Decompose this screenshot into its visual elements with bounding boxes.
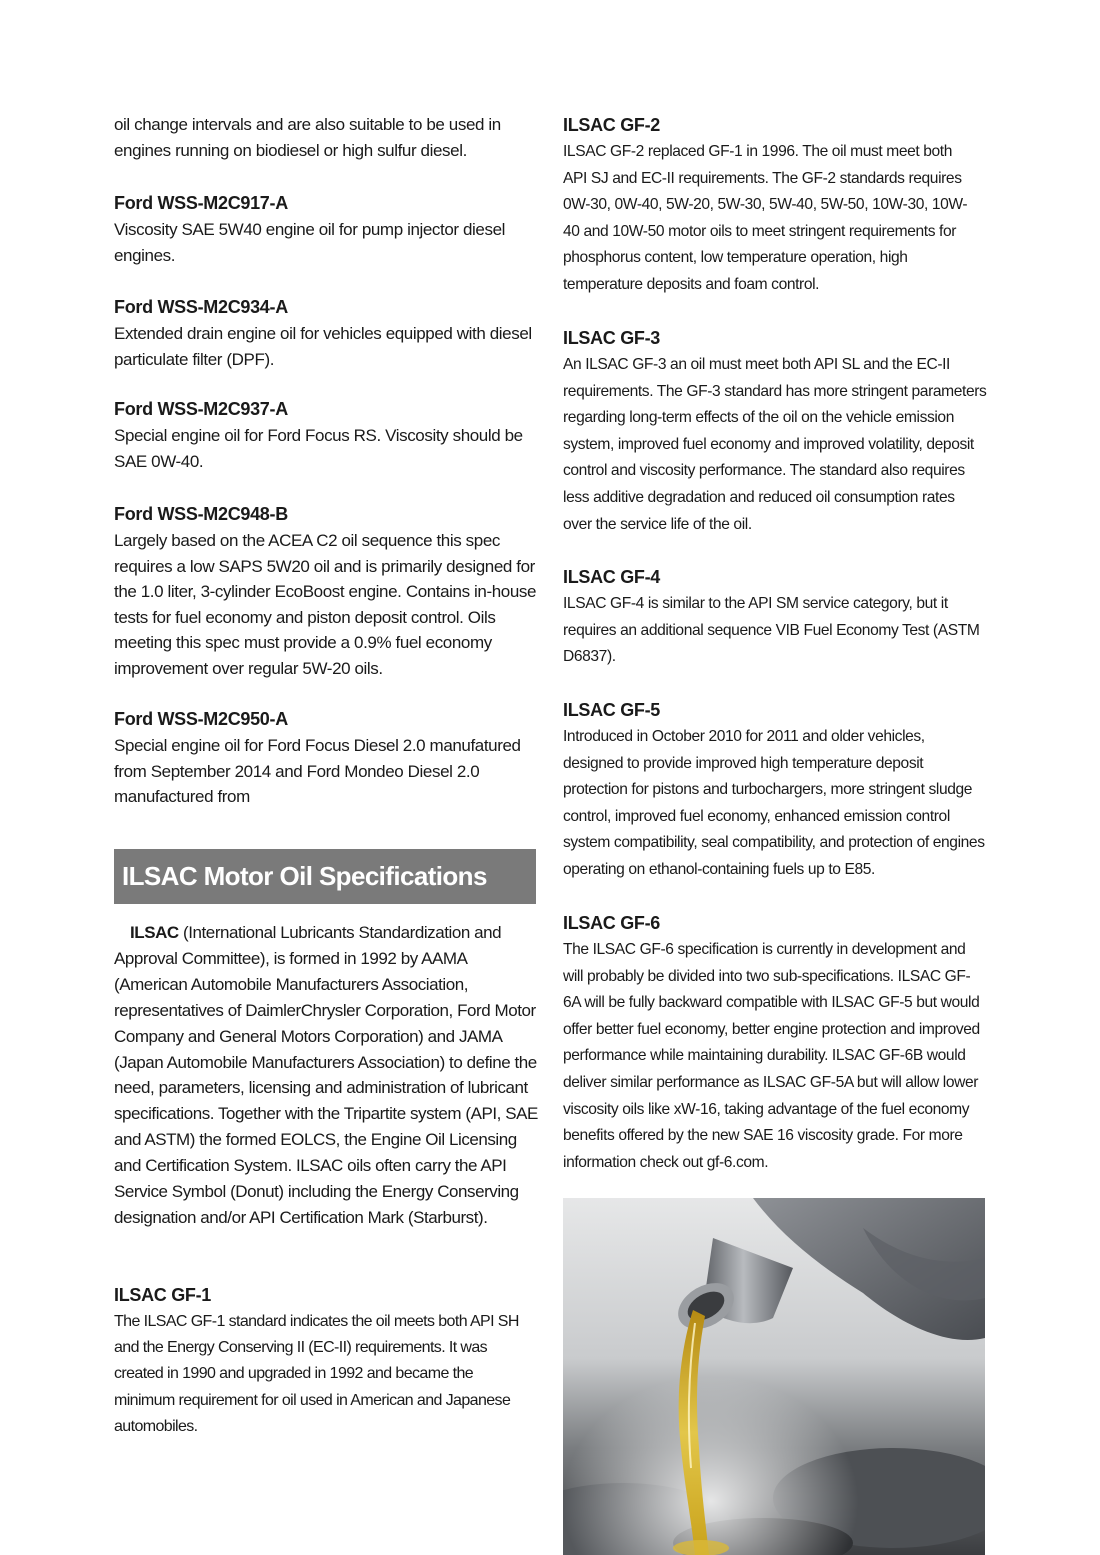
spec-ilsac-gf5	[563, 699, 987, 884]
spec-title: ILSAC GF-2	[563, 115, 661, 135]
section-header-bar	[114, 849, 536, 904]
spec-text: Viscosity SAE 5W40 engine oil for pump injector diesel engines.	[114, 220, 506, 265]
section-title: ILSAC Motor Oil Specifications	[122, 861, 487, 891]
spec-ford-917	[114, 192, 538, 268]
spec-text: ILSAC GF-2 replaced GF-1 in 1996. The oil must meet both API SJ and EC-II requirements. The GF-2 standards requires 0W-30, 0W-40, 5W-20, 5W-30, 5W-40, 5W-50, 10W-30, 10W-40 and 10W-50 motor oils to meet stringent requirements for phosphorus content, low temperature operation, high temperature deposits and foam control.	[563, 143, 968, 293]
spec-text: Extended drain engine oil for vehicles equipped with diesel particulate filter (DPF).	[114, 324, 532, 369]
spec-ilsac-gf6	[563, 912, 987, 1176]
spec-title: ILSAC GF-5	[563, 700, 661, 720]
spec-ford-937	[114, 398, 538, 474]
spec-title: Ford WSS-M2C934-A	[114, 297, 288, 317]
spec-ilsac-gf3	[563, 327, 987, 538]
spec-text: An ILSAC GF-3 an oil must meet both API SL and the EC-II requirements. The GF-3 standard has more stringent parameters regarding long-term effects of the oil on the vehicle emission system, improved fuel economy and improved volatility, deposit control and viscosity performance. The standard also requires less additive degradation and reduced oil consumption rates over the service life of the oil.	[563, 356, 987, 533]
spec-title: ILSAC GF-6	[563, 913, 661, 933]
spec-text: Largely based on the ACEA C2 oil sequence this spec requires a low SAPS 5W20 oil and is primarily designed for the 1.0 liter, 3-cylinder EcoBoost engine. Contains in-house tests for fuel economy and piston deposit control. Oils meeting this spec must provide a 0.9% fuel economy improvement over regular 5W-20 oils.	[114, 531, 537, 678]
oil-pour-photo	[563, 1198, 985, 1555]
spec-title: Ford WSS-M2C948-B	[114, 504, 288, 524]
spec-title: ILSAC GF-1	[114, 1285, 212, 1305]
spec-text: Introduced in October 2010 for 2011 and older vehicles, designed to provide improved high temperature deposit protection for pistons and turbochargers, more stringent sludge control, improved fuel economy, enhanced emission control system compatibility, seal compatibility, and protection of engines operating on ethanol-containing fuels up to E85.	[563, 728, 985, 878]
intro-continuation: oil change intervals and are also suitable to be used in engines running on biodiesel or high sulfur diesel.	[114, 115, 501, 160]
ilsac-intro-lead: ILSAC	[130, 923, 179, 942]
spec-ilsac-gf2	[563, 114, 987, 299]
spec-text: The ILSAC GF-6 specification is currently in development and will probably be divided into two sub-specifications. ILSAC GF-6A will be fully backward compatible with ILSAC GF-5 but would offer better fuel economy, better engine protection and improved performance while maintaining durability. ILSAC GF-6B would deliver similar performance as ILSAC GF-5A but will allow lower viscosity oils like xW-16, taking advantage of the fuel economy benefits offered by the new SAE 16 viscosity grade. For more information check out gf-6.com.	[563, 941, 980, 1171]
spec-title: Ford WSS-M2C950-A	[114, 709, 288, 729]
spec-text: The ILSAC GF-1 standard indicates the oil meets both API SH and the Energy Conserving II (EC-II) requirements. It was created in 1990 and upgraded in 1992 and became the minimum requirement for oil used in American and Japanese automobiles.	[114, 1313, 519, 1435]
spec-title: Ford WSS-M2C937-A	[114, 399, 288, 419]
spec-ford-948	[114, 503, 538, 682]
spec-ford-950	[114, 708, 538, 810]
spec-text: ILSAC GF-4 is similar to the API SM service category, but it requires an additional sequence VIB Fuel Economy Test (ASTM D6837).	[563, 595, 980, 666]
spec-title: ILSAC GF-3	[563, 328, 661, 348]
ilsac-intro-text: (International Lubricants Standardization and Approval Committee), is formed in 1992 by AAMA (American Automobile Manufacturers Association, representatives of DaimlerChrysler Corporation, Ford Motor Company and General Motors Corporation) and JAMA (Japan Automobile Manufacturers Association) to define the need, parameters, licensing and administration of lubricant specifications. Together with the Tripartite system (API, SAE and ASTM) the formed EOLCS, the Engine Oil Licensing and Certification System. ILSAC oils often carry the API Service Symbol (Donut) including the Energy Conserving designation and/or API Certification Mark (Starburst).	[114, 923, 538, 1227]
spec-title: Ford WSS-M2C917-A	[114, 193, 288, 213]
spec-title: ILSAC GF-4	[563, 567, 661, 587]
spec-ilsac-gf1	[114, 1284, 538, 1440]
ilsac-intro	[114, 920, 538, 1231]
spec-text: Special engine oil for Ford Focus RS. Viscosity should be SAE 0W-40.	[114, 426, 523, 471]
spec-ford-934	[114, 296, 538, 372]
spec-text: Special engine oil for Ford Focus Diesel 2.0 manufatured from September 2014 and Ford Mondeo Diesel 2.0 manufactured from	[114, 736, 521, 807]
spec-ilsac-gf4	[563, 566, 987, 671]
